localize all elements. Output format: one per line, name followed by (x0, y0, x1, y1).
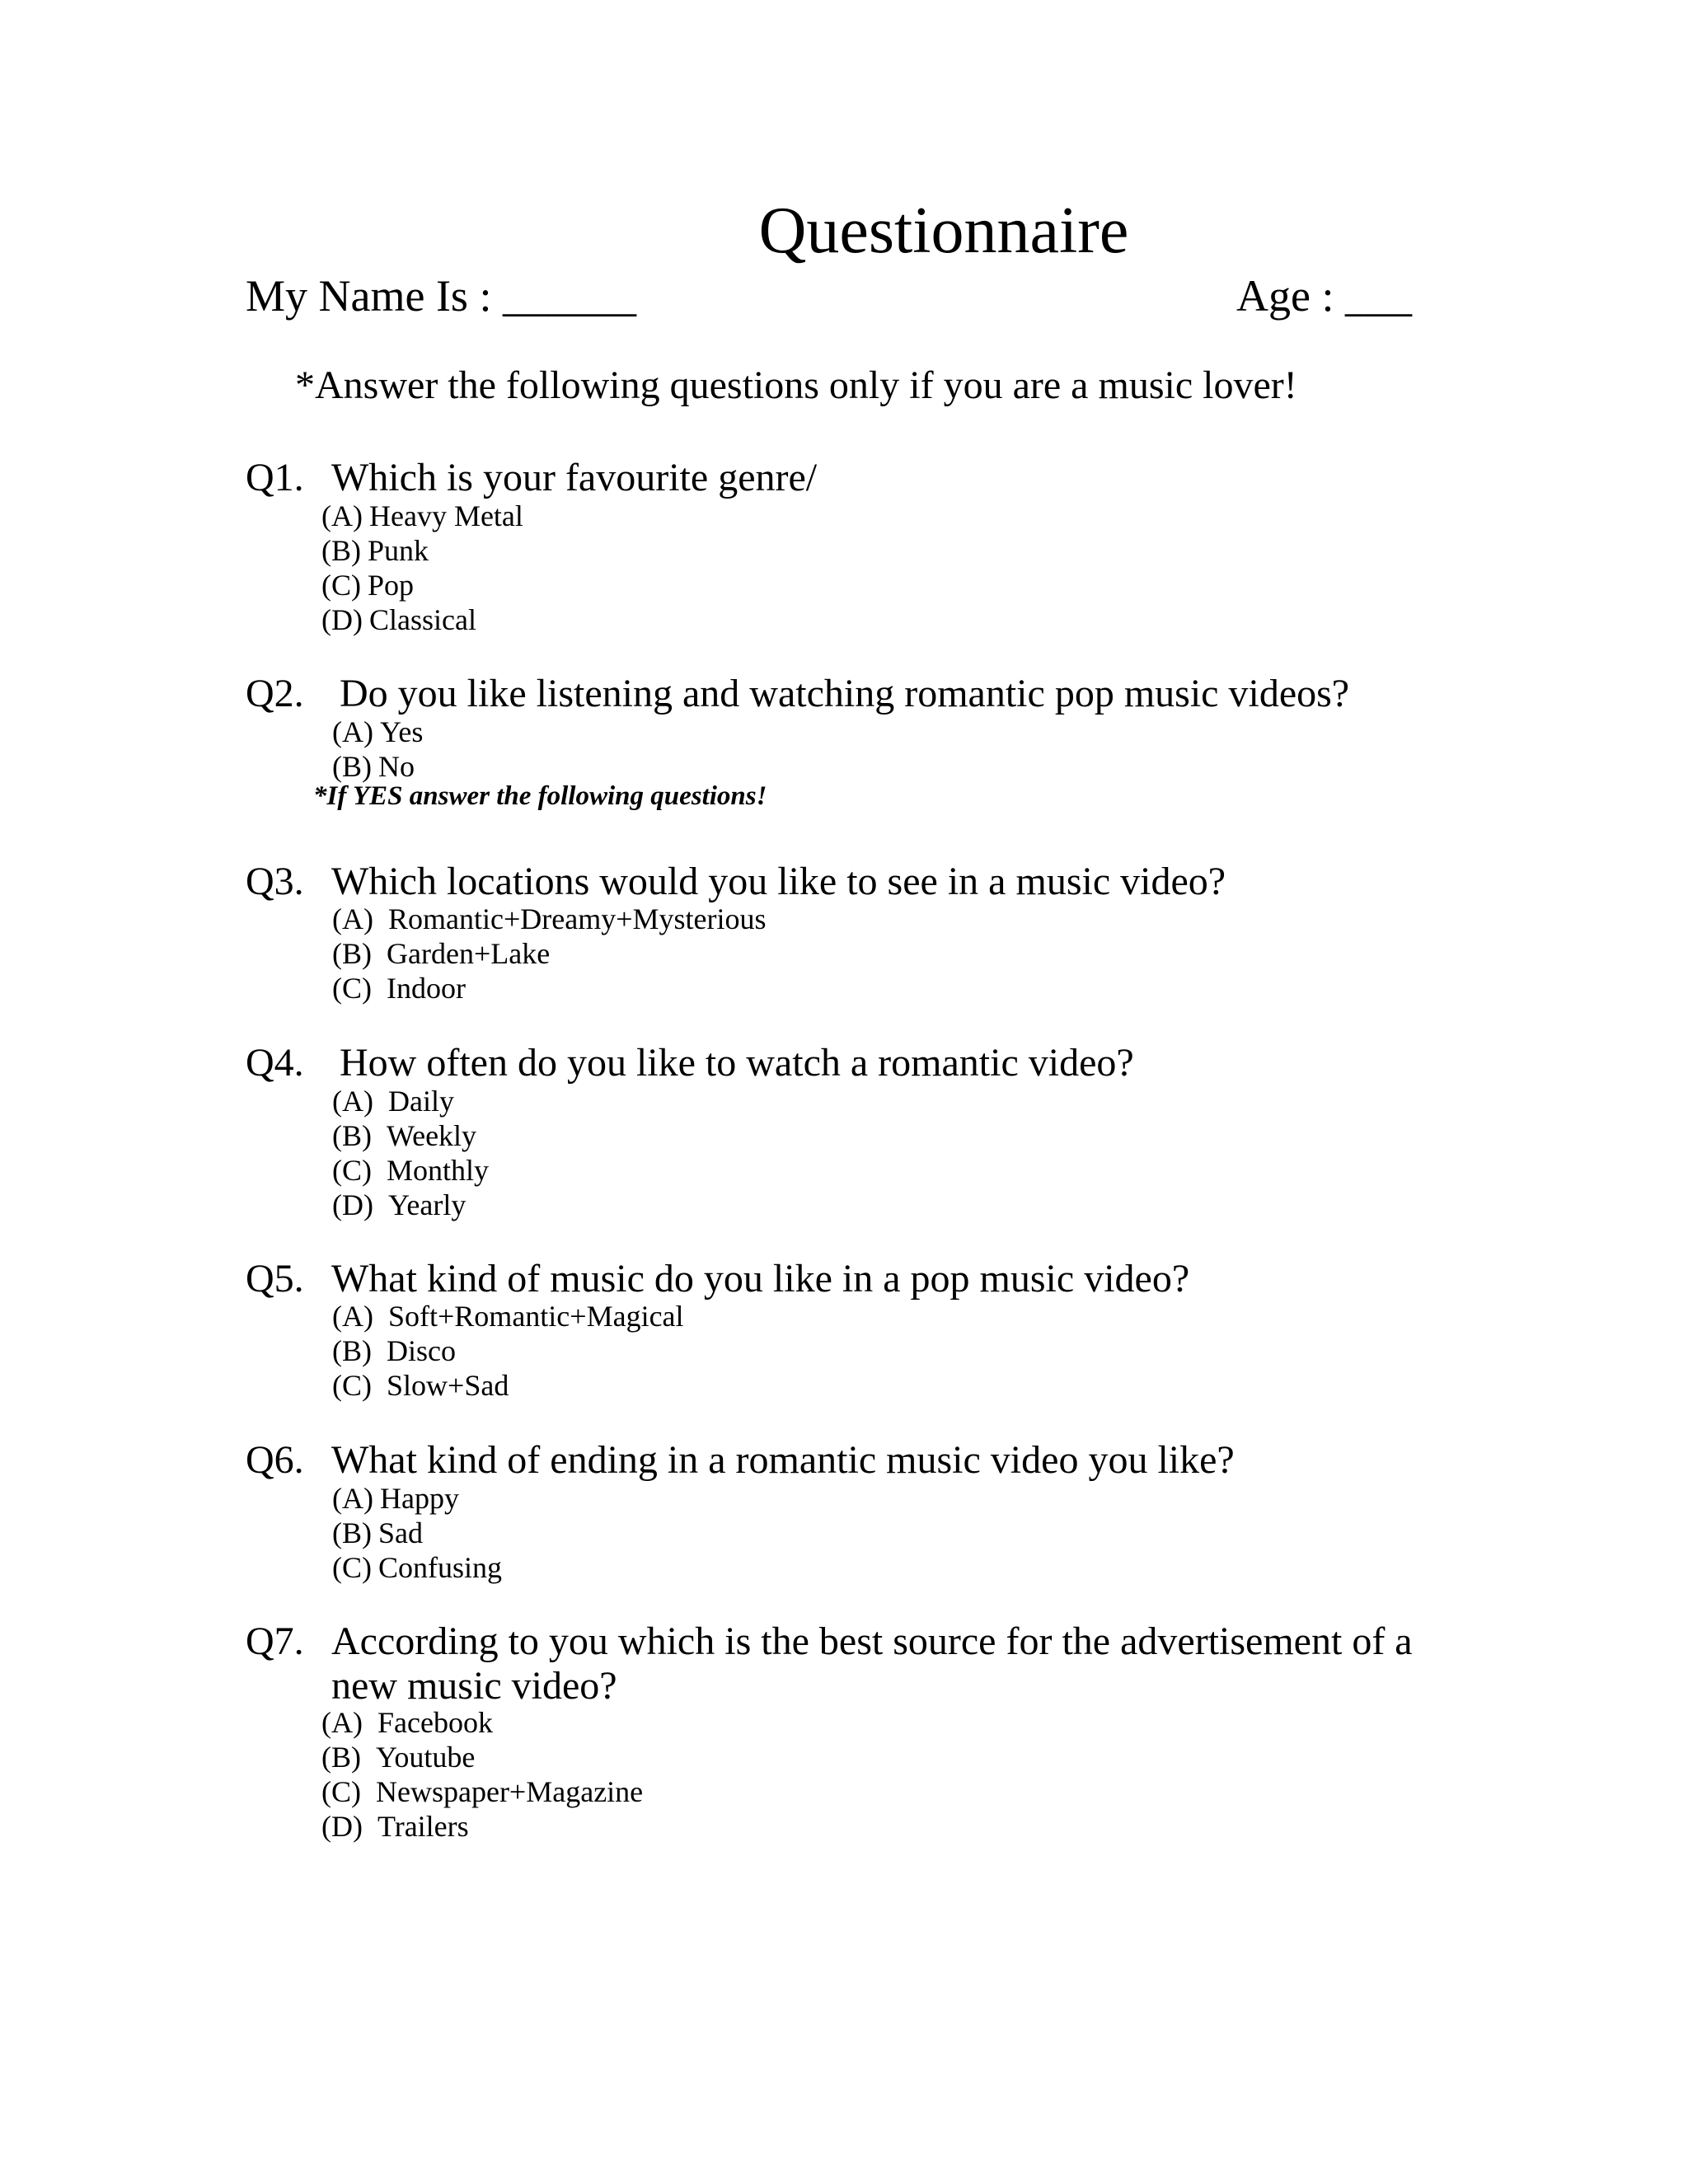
option-letter: (D) (321, 1810, 363, 1843)
option-b (332, 1121, 476, 1151)
option-letter: (A) (332, 902, 373, 935)
option-text: Newspaper+Magazine (376, 1775, 644, 1808)
option-b (321, 536, 429, 565)
option-text: Facebook (377, 1706, 493, 1739)
option-c (321, 570, 414, 600)
question-text: Which locations would you like to see in a music video? (331, 860, 1226, 903)
option-a (332, 717, 423, 747)
question-number: Q6. (246, 1438, 304, 1482)
option-letter: (B) (332, 1334, 372, 1367)
intro-note: *Answer the following questions only if you are a music lover! (295, 363, 1297, 407)
option-a (332, 1301, 684, 1331)
question-number: Q5. (246, 1257, 304, 1301)
question-text: According to you which is the best source for the advertisement of a (331, 1619, 1413, 1663)
option-letter: (C) (332, 1551, 372, 1584)
option-d (321, 605, 476, 635)
option-text: Happy (379, 1482, 459, 1515)
question-number: Q7. (246, 1619, 304, 1663)
option-text: Indoor (387, 972, 466, 1005)
option-letter: (B) (332, 937, 372, 970)
option-letter: (A) (332, 1085, 373, 1118)
option-text: Weekly (387, 1119, 477, 1152)
option-letter: (D) (332, 1188, 373, 1221)
question-text: Which is your favourite genre/ (331, 456, 818, 499)
option-letter: (A) (332, 1300, 373, 1333)
option-text: Soft+Romantic+Magical (387, 1300, 684, 1333)
question-number: Q4. (246, 1041, 304, 1085)
conditional-note: *If YES answer the following questions! (313, 781, 767, 811)
option-b (332, 1336, 456, 1366)
option-c (332, 973, 466, 1003)
option-text: Romantic+Dreamy+Mysterious (387, 902, 767, 935)
option-text: Heavy Metal (368, 499, 523, 532)
option-text: Punk (368, 534, 429, 567)
option-b (332, 939, 550, 968)
option-letter: (C) (332, 972, 372, 1005)
option-letter: (B) (332, 1119, 372, 1152)
option-a (332, 904, 767, 934)
option-text: Daily (387, 1085, 454, 1118)
option-letter: (B) (332, 750, 372, 783)
question-text: Do you like listening and watching romantic pop music videos? (340, 672, 1350, 715)
option-text: Classical (368, 603, 476, 636)
option-text: Trailers (377, 1810, 469, 1843)
option-text: Garden+Lake (387, 937, 551, 970)
question-number: Q2. (246, 672, 304, 715)
option-letter: (B) (321, 1741, 361, 1774)
option-c (332, 1553, 502, 1582)
question-text: What kind of music do you like in a pop music video? (331, 1257, 1190, 1301)
option-a (321, 1708, 493, 1737)
option-text: Disco (387, 1334, 456, 1367)
option-a (332, 1483, 459, 1513)
question-text: What kind of ending in a romantic music video you like? (331, 1438, 1235, 1482)
option-d (321, 1811, 469, 1841)
option-letter: (B) (321, 534, 361, 567)
option-text: Pop (368, 569, 415, 602)
question-text: How often do you like to watch a romantic video? (340, 1041, 1134, 1085)
option-text: Yearly (387, 1188, 467, 1221)
option-a (321, 501, 523, 531)
option-letter: (A) (321, 499, 363, 532)
page-title: Questionnaire (758, 194, 1129, 267)
option-letter: (C) (321, 1775, 361, 1808)
option-text: Sad (378, 1516, 423, 1549)
question-number: Q1. (246, 456, 304, 499)
option-d (332, 1190, 466, 1220)
question-number: Q3. (246, 860, 304, 903)
option-letter: (B) (332, 1516, 372, 1549)
option-c (332, 1155, 489, 1185)
option-a (332, 1086, 454, 1116)
option-b (332, 1518, 423, 1548)
option-letter: (D) (321, 603, 363, 636)
option-letter: (C) (332, 1369, 372, 1402)
option-text: Confusing (378, 1551, 503, 1584)
option-letter: (A) (321, 1706, 363, 1739)
option-c (332, 1371, 509, 1400)
option-text: Yes (379, 715, 424, 748)
option-letter: (A) (332, 715, 373, 748)
name-field: My Name Is : ______ (246, 271, 636, 321)
option-letter: (A) (332, 1482, 373, 1515)
option-c (321, 1777, 643, 1807)
option-text: Monthly (387, 1154, 490, 1187)
age-field: Age : ___ (1236, 271, 1412, 321)
option-text: Slow+Sad (387, 1369, 509, 1402)
option-text: Youtube (376, 1741, 476, 1774)
question-text-continued: new music video? (331, 1664, 617, 1708)
option-text: No (378, 750, 415, 783)
option-b (332, 752, 415, 781)
option-letter: (C) (332, 1154, 372, 1187)
option-b (321, 1742, 475, 1772)
option-letter: (C) (321, 569, 361, 602)
